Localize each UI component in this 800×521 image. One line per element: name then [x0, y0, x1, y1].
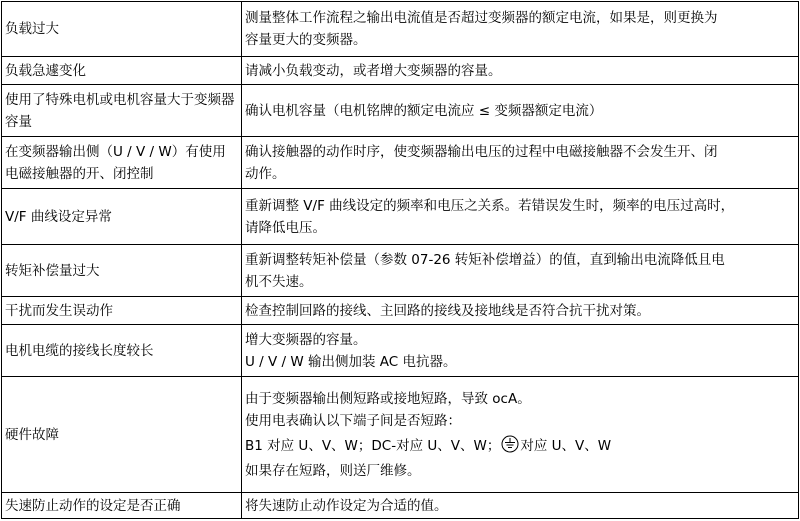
fix-cell — [242, 245, 799, 297]
ground-terminal-icon — [501, 435, 519, 453]
cause-cell: 电机电缆的接线长度较长 — [2, 325, 242, 377]
fix-line: 重新调整 V/F 曲线设定的频率和电压之关系。若错误发生时，频率的电压过高时， — [245, 197, 735, 214]
fix-cell — [242, 57, 799, 85]
table-row — [2, 57, 799, 85]
cause-cell: 失速防止动作的设定是否正确 — [2, 493, 242, 519]
table-row — [2, 85, 799, 137]
fix-line: 使用电表确认以下端子间是否短路： — [245, 412, 461, 429]
fix-line: 由于变频器输出侧短路或接地短路，导致 ocA。 — [245, 390, 531, 407]
fix-line: 检查控制回路的接线、主回路的接线及接地线是否符合抗干扰对策。 — [245, 302, 650, 319]
table-row — [2, 245, 799, 297]
fix-cell — [242, 325, 799, 377]
cause-cell: 硬件故障 — [2, 377, 242, 493]
fix-cell — [242, 85, 799, 137]
fix-line: 请降低电压。 — [245, 219, 326, 236]
fix-line: 容量更大的变频器。 — [245, 32, 367, 48]
cause-cell: 负载过大 — [2, 2, 242, 57]
fix-line: 确认电机容量（电机铭牌的额定电流应 ≤ 变频器额定电流） — [245, 102, 603, 119]
cause-cell: V/F 曲线设定异常 — [2, 189, 242, 245]
cause-cell: 干扰而发生误动作 — [2, 297, 242, 325]
table-row — [2, 493, 799, 519]
troubleshooting-table — [1, 1, 799, 519]
table-row — [2, 325, 799, 377]
fix-cell — [242, 297, 799, 325]
fix-line: 增大变频器的容量。 — [245, 331, 367, 348]
fix-line: 机不失速。 — [245, 273, 313, 290]
fix-line: 确认接触器的动作时序，使变频器输出电压的过程中电磁接触器不会发生开、闭 — [245, 143, 718, 160]
cause-cell: 在变频器输出侧（U / V / W）有使用电磁接触器的开、闭控制 — [2, 137, 242, 189]
table-row — [2, 137, 799, 189]
fix-cell — [242, 377, 799, 493]
terminal-text: B1 对应 U、V、W；DC-对应 U、V、W； — [245, 437, 501, 454]
fix-line: U / V / W 输出侧加装 AC 电抗器。 — [245, 353, 457, 370]
fix-line: 动作。 — [245, 165, 286, 182]
table-row — [2, 189, 799, 245]
fix-cell — [242, 2, 799, 57]
fix-line — [245, 432, 795, 460]
table-row — [2, 377, 799, 493]
fix-line: 如果存在短路，则送厂维修。 — [245, 462, 421, 479]
fix-cell — [242, 189, 799, 245]
fix-cell — [242, 137, 799, 189]
table-row — [2, 2, 799, 57]
fix-line: 将失速防止动作设定为合适的值。 — [245, 497, 448, 514]
table-row — [2, 297, 799, 325]
terminal-text: 对应 U、V、W — [520, 437, 612, 454]
fix-line: 重新调整转矩补偿量（参数 07-26 转矩补偿增益）的值，直到输出电流降低且电 — [245, 251, 725, 268]
cause-cell: 使用了特殊电机或电机容量大于变频器容量 — [2, 85, 242, 137]
cause-cell: 转矩补偿量过大 — [2, 245, 242, 297]
fix-line: 测量整体工作流程之输出电流值是否超过变频器的额定电流，如果是，则更换为 — [245, 10, 718, 26]
fix-line: 请减小负载变动，或者增大变频器的容量。 — [245, 62, 502, 79]
cause-cell: 负载急遽变化 — [2, 57, 242, 85]
fix-cell — [242, 493, 799, 519]
